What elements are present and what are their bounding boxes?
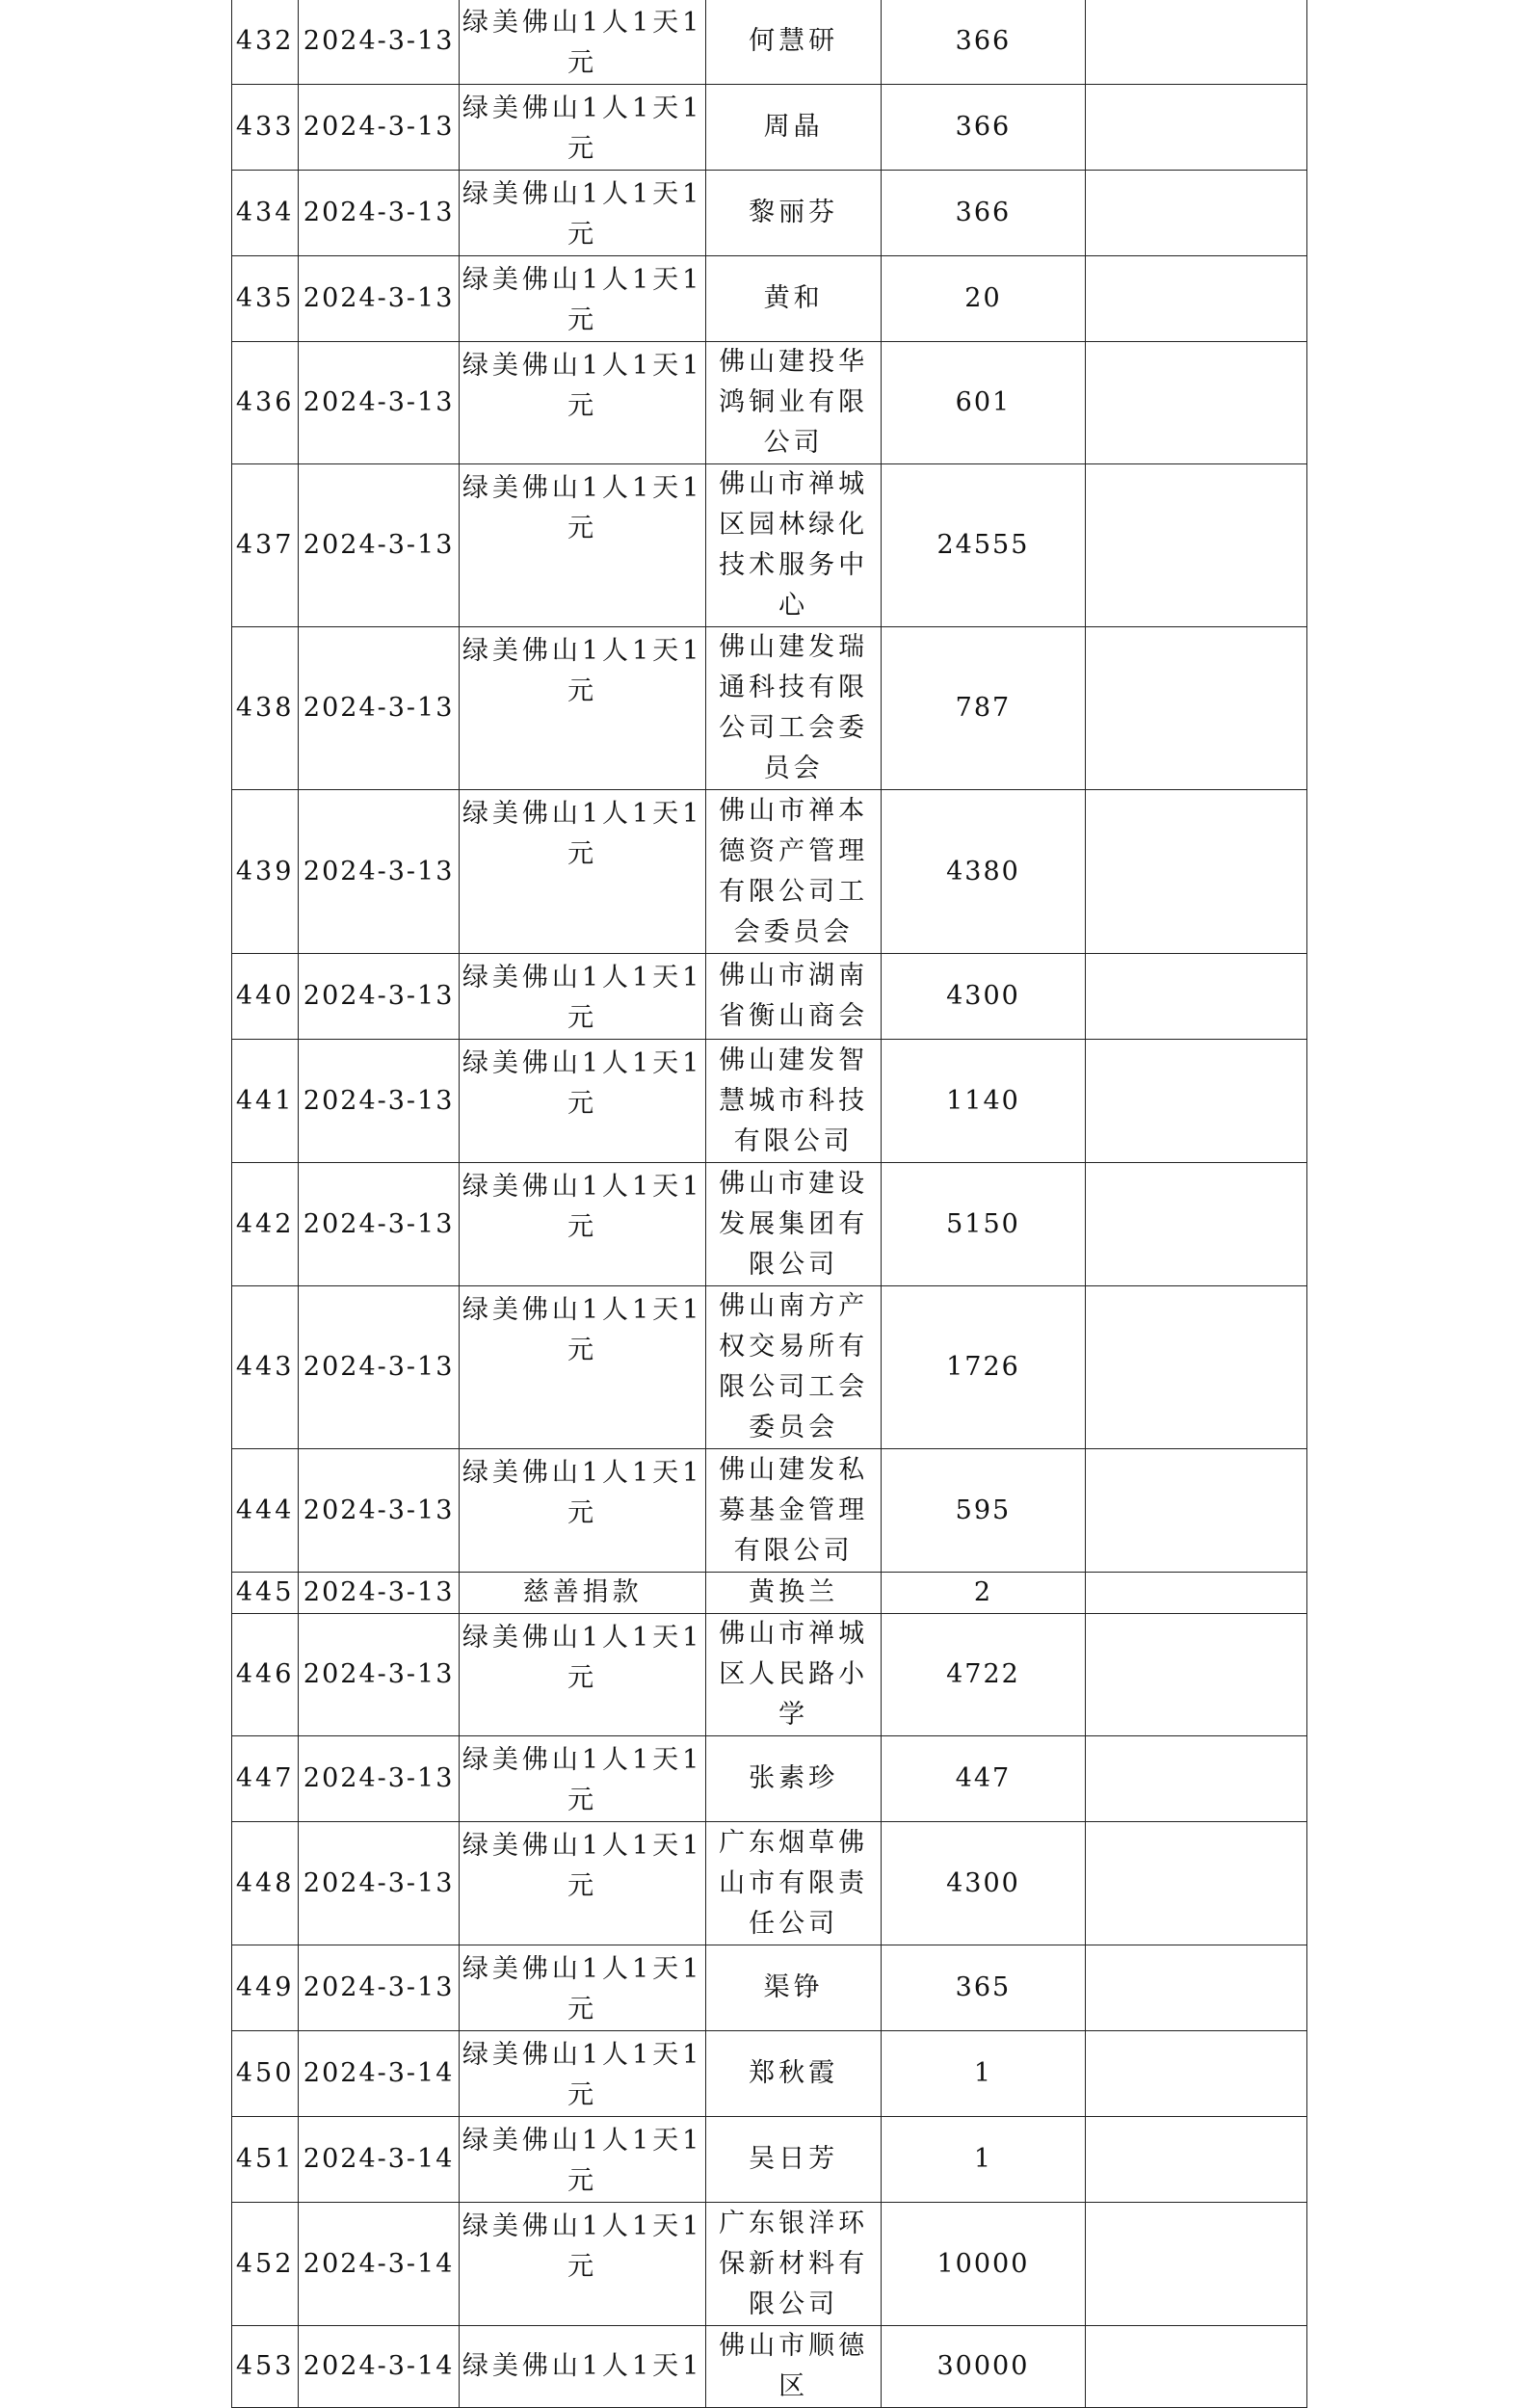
project-text-line: 绿美佛山1人1天1 xyxy=(461,179,703,209)
donor-name: 佛山建发智慧城市科技有限公司 xyxy=(719,1045,869,1156)
date-cell: 2024-3-14 xyxy=(299,2203,460,2326)
donor-cell xyxy=(706,256,882,342)
project-text-line: 绿美佛山1人1天1 xyxy=(461,1295,703,1325)
donor-name: 佛山市禅本德资产管理有限公司工会委员会 xyxy=(719,795,869,947)
donor-name: 佛山市湖南省衡山商会 xyxy=(719,961,869,1031)
ledger-body xyxy=(232,0,1307,2408)
row-number-cell: 443 xyxy=(232,1286,299,1449)
project-cell xyxy=(460,1822,706,1945)
donor-name: 张素珍 xyxy=(749,1763,839,1793)
amount-cell: 5150 xyxy=(881,1163,1085,1286)
date-cell: 2024-3-13 xyxy=(299,171,460,256)
row-number-cell: 451 xyxy=(232,2117,299,2203)
note-cell xyxy=(1085,342,1306,464)
amount-cell: 4722 xyxy=(881,1614,1085,1736)
donor-cell xyxy=(706,1736,882,1822)
project-text-line: 元 xyxy=(567,48,598,78)
project-text-line: 绿美佛山1人1天1 xyxy=(461,1048,703,1078)
table-row xyxy=(232,464,1307,627)
project-text-line: 元 xyxy=(567,2166,598,2196)
donor-name: 佛山市禅城区园林绿化技术服务中心 xyxy=(719,469,869,621)
project-text-line: 慈善捐款 xyxy=(522,1577,643,1607)
project-cell xyxy=(460,2031,706,2117)
donor-cell xyxy=(706,2326,882,2408)
note-cell xyxy=(1085,2117,1306,2203)
table-row xyxy=(232,1945,1307,2031)
donor-cell xyxy=(706,1945,882,2031)
donor-cell xyxy=(706,1614,882,1736)
project-text-line: 元 xyxy=(567,676,598,706)
donor-cell xyxy=(706,1040,882,1163)
table-row xyxy=(232,1449,1307,1573)
table-row xyxy=(232,2203,1307,2326)
donor-cell xyxy=(706,1822,882,1945)
amount-cell: 365 xyxy=(881,1945,1085,2031)
donor-name: 黎丽芬 xyxy=(749,198,839,227)
amount-cell: 10000 xyxy=(881,2203,1085,2326)
project-cell xyxy=(460,171,706,256)
note-cell xyxy=(1085,1573,1306,1614)
table-row xyxy=(232,954,1307,1040)
note-cell xyxy=(1085,2031,1306,2117)
donor-name: 佛山建发瑞通科技有限公司工会委员会 xyxy=(719,632,869,783)
project-cell xyxy=(460,1945,706,2031)
row-number-cell: 433 xyxy=(232,85,299,171)
date-cell: 2024-3-14 xyxy=(299,2031,460,2117)
donor-cell xyxy=(706,1163,882,1286)
row-number-cell: 435 xyxy=(232,256,299,342)
project-text-line: 元 xyxy=(567,1786,598,1815)
row-number-cell: 450 xyxy=(232,2031,299,2117)
table-row xyxy=(232,1286,1307,1449)
donor-name: 佛山市建设发展集团有限公司 xyxy=(719,1168,869,1280)
project-text-line: 元 xyxy=(567,1498,598,1528)
project-text-line: 元 xyxy=(567,391,598,421)
table-row xyxy=(232,256,1307,342)
row-number-cell: 447 xyxy=(232,1736,299,1822)
row-number-cell: 434 xyxy=(232,171,299,256)
date-cell: 2024-3-13 xyxy=(299,1573,460,1614)
project-cell xyxy=(460,2326,706,2408)
project-cell xyxy=(460,0,706,85)
note-cell xyxy=(1085,464,1306,627)
project-cell xyxy=(460,1614,706,1736)
note-cell xyxy=(1085,1449,1306,1573)
project-text-line: 绿美佛山1人1天1 xyxy=(461,799,703,829)
project-cell xyxy=(460,2203,706,2326)
note-cell xyxy=(1085,790,1306,954)
note-cell xyxy=(1085,1945,1306,2031)
project-text-line: 绿美佛山1人1天1 xyxy=(461,8,703,38)
amount-cell: 2 xyxy=(881,1573,1085,1614)
table-row xyxy=(232,2117,1307,2203)
note-cell xyxy=(1085,1040,1306,1163)
donor-cell xyxy=(706,2031,882,2117)
project-text-line: 绿美佛山1人1天1 xyxy=(461,1172,703,1202)
project-text-line: 元 xyxy=(567,1995,598,2024)
amount-cell: 595 xyxy=(881,1449,1085,1573)
donor-cell xyxy=(706,0,882,85)
date-cell: 2024-3-13 xyxy=(299,1040,460,1163)
date-cell: 2024-3-13 xyxy=(299,1822,460,1945)
note-cell xyxy=(1085,1163,1306,1286)
date-cell: 2024-3-13 xyxy=(299,1163,460,1286)
table-row xyxy=(232,1573,1307,1614)
project-text-line: 绿美佛山1人1天1 xyxy=(461,93,703,123)
table-row xyxy=(232,0,1307,85)
amount-cell: 20 xyxy=(881,256,1085,342)
row-number-cell: 439 xyxy=(232,790,299,954)
date-cell: 2024-3-13 xyxy=(299,0,460,85)
donor-name: 佛山市禅城区人民路小学 xyxy=(719,1619,869,1730)
date-cell: 2024-3-13 xyxy=(299,342,460,464)
date-cell: 2024-3-14 xyxy=(299,2326,460,2408)
row-number-cell: 445 xyxy=(232,1573,299,1614)
table-row xyxy=(232,1040,1307,1163)
donor-name: 佛山南方产权交易所有限公司工会委员会 xyxy=(719,1291,869,1442)
amount-cell: 366 xyxy=(881,171,1085,256)
project-text-line: 元 xyxy=(567,134,598,164)
date-cell: 2024-3-13 xyxy=(299,1736,460,1822)
project-text-line: 绿美佛山1人1天1 xyxy=(461,1831,703,1861)
project-text-line: 绿美佛山1人1天1 xyxy=(461,1623,703,1653)
note-cell xyxy=(1085,1822,1306,1945)
row-number-cell: 438 xyxy=(232,627,299,790)
note-cell xyxy=(1085,2326,1306,2408)
note-cell xyxy=(1085,1736,1306,1822)
project-cell xyxy=(460,790,706,954)
project-text-line: 元 xyxy=(567,1003,598,1033)
project-text-line: 元 xyxy=(567,1212,598,1242)
project-text-line: 元 xyxy=(567,305,598,335)
donor-name: 广东烟草佛山市有限责任公司 xyxy=(719,1827,869,1939)
amount-cell: 366 xyxy=(881,0,1085,85)
date-cell: 2024-3-13 xyxy=(299,256,460,342)
donor-cell xyxy=(706,85,882,171)
row-number-cell: 453 xyxy=(232,2326,299,2408)
donor-cell xyxy=(706,790,882,954)
project-cell xyxy=(460,256,706,342)
table-row xyxy=(232,85,1307,171)
amount-cell: 787 xyxy=(881,627,1085,790)
date-cell: 2024-3-13 xyxy=(299,954,460,1040)
project-text-line: 元 xyxy=(567,1336,598,1365)
donor-name: 佛山市顺德区 xyxy=(719,2331,869,2401)
project-text-line: 绿美佛山1人1天1 xyxy=(461,473,703,503)
donor-cell xyxy=(706,464,882,627)
amount-cell: 4300 xyxy=(881,1822,1085,1945)
note-cell xyxy=(1085,256,1306,342)
table-row xyxy=(232,342,1307,464)
donor-cell xyxy=(706,1286,882,1449)
project-text-line: 绿美佛山1人1天1 xyxy=(461,2211,703,2241)
date-cell: 2024-3-13 xyxy=(299,1449,460,1573)
donor-name: 黄换兰 xyxy=(749,1577,839,1607)
project-text-line: 绿美佛山1人1天1 xyxy=(461,1954,703,1984)
row-number-cell: 432 xyxy=(232,0,299,85)
row-number-cell: 442 xyxy=(232,1163,299,1286)
table-row xyxy=(232,2031,1307,2117)
project-cell xyxy=(460,627,706,790)
date-cell: 2024-3-13 xyxy=(299,1286,460,1449)
project-text-line: 元 xyxy=(567,1663,598,1693)
project-text-line: 绿美佛山1人1天1 xyxy=(461,2126,703,2156)
donor-name: 何慧研 xyxy=(749,26,839,56)
donor-cell xyxy=(706,2117,882,2203)
project-text-line: 绿美佛山1人1天1 xyxy=(461,2351,703,2381)
donor-cell xyxy=(706,171,882,256)
table-row xyxy=(232,1614,1307,1736)
project-text-line: 元 xyxy=(567,2252,598,2282)
amount-cell: 1 xyxy=(881,2117,1085,2203)
table-row xyxy=(232,1822,1307,1945)
amount-cell: 1726 xyxy=(881,1286,1085,1449)
row-number-cell: 440 xyxy=(232,954,299,1040)
date-cell: 2024-3-14 xyxy=(299,2117,460,2203)
amount-cell: 1 xyxy=(881,2031,1085,2117)
donor-cell xyxy=(706,2203,882,2326)
project-text-line: 元 xyxy=(567,839,598,869)
date-cell: 2024-3-13 xyxy=(299,1614,460,1736)
project-cell xyxy=(460,342,706,464)
donor-cell xyxy=(706,627,882,790)
date-cell: 2024-3-13 xyxy=(299,627,460,790)
project-text-line: 元 xyxy=(567,220,598,250)
project-cell xyxy=(460,954,706,1040)
donation-ledger-table xyxy=(231,0,1307,2408)
date-cell: 2024-3-13 xyxy=(299,85,460,171)
amount-cell: 24555 xyxy=(881,464,1085,627)
project-text-line: 元 xyxy=(567,1089,598,1119)
project-cell xyxy=(460,1573,706,1614)
project-text-line: 绿美佛山1人1天1 xyxy=(461,1458,703,1488)
project-cell xyxy=(460,1286,706,1449)
table-row xyxy=(232,171,1307,256)
amount-cell: 30000 xyxy=(881,2326,1085,2408)
project-cell xyxy=(460,1163,706,1286)
date-cell: 2024-3-13 xyxy=(299,464,460,627)
project-text-line: 绿美佛山1人1天1 xyxy=(461,351,703,381)
note-cell xyxy=(1085,85,1306,171)
amount-cell: 447 xyxy=(881,1736,1085,1822)
donor-cell xyxy=(706,1449,882,1573)
row-number-cell: 446 xyxy=(232,1614,299,1736)
date-cell: 2024-3-13 xyxy=(299,790,460,954)
project-text-line: 元 xyxy=(567,514,598,543)
donor-name: 佛山建投华鸿铜业有限公司 xyxy=(719,347,869,458)
project-cell xyxy=(460,464,706,627)
donor-cell xyxy=(706,1573,882,1614)
project-text-line: 绿美佛山1人1天1 xyxy=(461,2040,703,2070)
note-cell xyxy=(1085,1614,1306,1736)
amount-cell: 366 xyxy=(881,85,1085,171)
table-row xyxy=(232,627,1307,790)
project-cell xyxy=(460,1449,706,1573)
donor-name: 周晶 xyxy=(763,112,824,142)
project-text-line: 绿美佛山1人1天1 xyxy=(461,636,703,666)
project-text-line: 绿美佛山1人1天1 xyxy=(461,1745,703,1775)
row-number-cell: 437 xyxy=(232,464,299,627)
donor-cell xyxy=(706,342,882,464)
row-number-cell: 452 xyxy=(232,2203,299,2326)
project-cell xyxy=(460,1040,706,1163)
project-cell xyxy=(460,85,706,171)
amount-cell: 4380 xyxy=(881,790,1085,954)
project-text-line: 绿美佛山1人1天1 xyxy=(461,265,703,295)
row-number-cell: 441 xyxy=(232,1040,299,1163)
project-cell xyxy=(460,2117,706,2203)
project-cell xyxy=(460,1736,706,1822)
donor-name: 佛山建发私募基金管理有限公司 xyxy=(719,1454,869,1566)
row-number-cell: 448 xyxy=(232,1822,299,1945)
donor-name: 郑秋霞 xyxy=(749,2058,839,2088)
note-cell xyxy=(1085,627,1306,790)
row-number-cell: 449 xyxy=(232,1945,299,2031)
project-text-line: 元 xyxy=(567,2080,598,2110)
note-cell xyxy=(1085,954,1306,1040)
note-cell xyxy=(1085,171,1306,256)
table-row xyxy=(232,1163,1307,1286)
note-cell xyxy=(1085,1286,1306,1449)
amount-cell: 601 xyxy=(881,342,1085,464)
row-number-cell: 436 xyxy=(232,342,299,464)
project-text-line: 元 xyxy=(567,1871,598,1901)
date-cell: 2024-3-13 xyxy=(299,1945,460,2031)
donor-name: 渠铮 xyxy=(763,1972,824,2002)
donor-name: 黄和 xyxy=(763,283,824,313)
table-row xyxy=(232,790,1307,954)
table-row xyxy=(232,1736,1307,1822)
table-row xyxy=(232,2326,1307,2408)
note-cell xyxy=(1085,2203,1306,2326)
amount-cell: 4300 xyxy=(881,954,1085,1040)
donor-name: 吴日芳 xyxy=(749,2144,839,2174)
row-number-cell: 444 xyxy=(232,1449,299,1573)
donor-cell xyxy=(706,954,882,1040)
amount-cell: 1140 xyxy=(881,1040,1085,1163)
donor-name: 广东银洋环保新材料有限公司 xyxy=(719,2208,869,2319)
note-cell xyxy=(1085,0,1306,85)
project-text-line: 绿美佛山1人1天1 xyxy=(461,963,703,992)
